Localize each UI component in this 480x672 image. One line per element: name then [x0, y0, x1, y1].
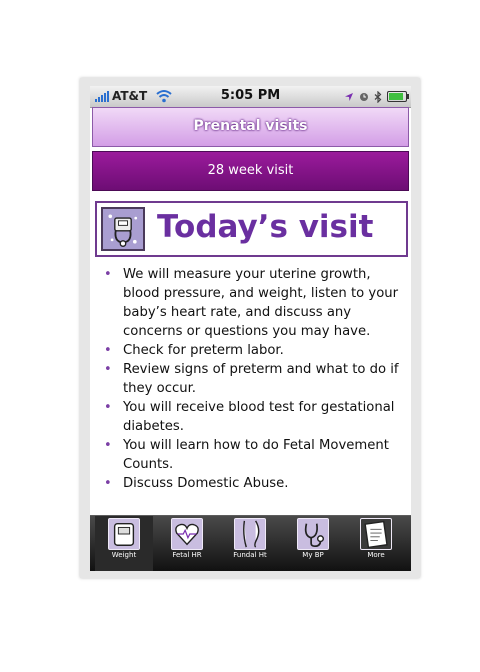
- visit-checklist: [100, 265, 400, 493]
- notes-icon: [360, 518, 392, 550]
- heart-icon: [171, 518, 203, 550]
- tab-bar: [90, 515, 411, 571]
- list-item: • We will measure your uterine growth, blood pressure, and weight, listen to your baby’s heart rate, and discuss any concerns or questions you may have.: [100, 265, 400, 341]
- list-item: • Check for preterm labor.: [100, 341, 400, 360]
- list-item: • Review signs of preterm and what to do if they occur.: [100, 360, 400, 398]
- section-heading: [95, 201, 408, 257]
- tab-more[interactable]: [347, 516, 405, 571]
- list-item: • You will learn how to do Fetal Movement Counts.: [100, 436, 400, 474]
- stethoscope-scale-icon: [101, 207, 145, 251]
- navigation-title-bar: [92, 107, 409, 147]
- location-arrow-icon: [344, 92, 354, 102]
- visit-label: 28 week visit: [207, 163, 294, 178]
- status-bar: [90, 86, 411, 108]
- pregnant-belly-icon: [234, 518, 266, 550]
- tab-label: Fetal HR: [172, 551, 202, 559]
- battery-icon: [387, 91, 407, 102]
- carrier-name: AT&T: [112, 89, 148, 103]
- tab-weight[interactable]: [95, 516, 153, 571]
- status-time: 5:05 PM: [220, 88, 281, 103]
- bluetooth-icon: [374, 91, 382, 103]
- page-title: Prenatal visits: [193, 118, 308, 134]
- tab-label: My BP: [302, 551, 324, 559]
- section-heading-text: Today’s visit: [157, 209, 374, 245]
- list-item: • You will receive blood test for gestational diabetes.: [100, 398, 400, 436]
- tab-fundal-ht[interactable]: [221, 516, 279, 571]
- tab-my-bp[interactable]: [284, 516, 342, 571]
- tab-fetal-hr[interactable]: [158, 516, 216, 571]
- list-item: • Discuss Domestic Abuse.: [100, 474, 400, 493]
- visit-selector-bar[interactable]: [92, 151, 409, 191]
- status-icons: [344, 89, 407, 104]
- tab-label: Fundal Ht: [233, 551, 267, 559]
- tab-label: Weight: [111, 551, 137, 559]
- scale-icon: [108, 518, 140, 550]
- alarm-clock-icon: [359, 92, 369, 102]
- stethoscope-icon: [297, 518, 329, 550]
- tab-label: More: [367, 551, 385, 559]
- app-screen: [90, 86, 411, 571]
